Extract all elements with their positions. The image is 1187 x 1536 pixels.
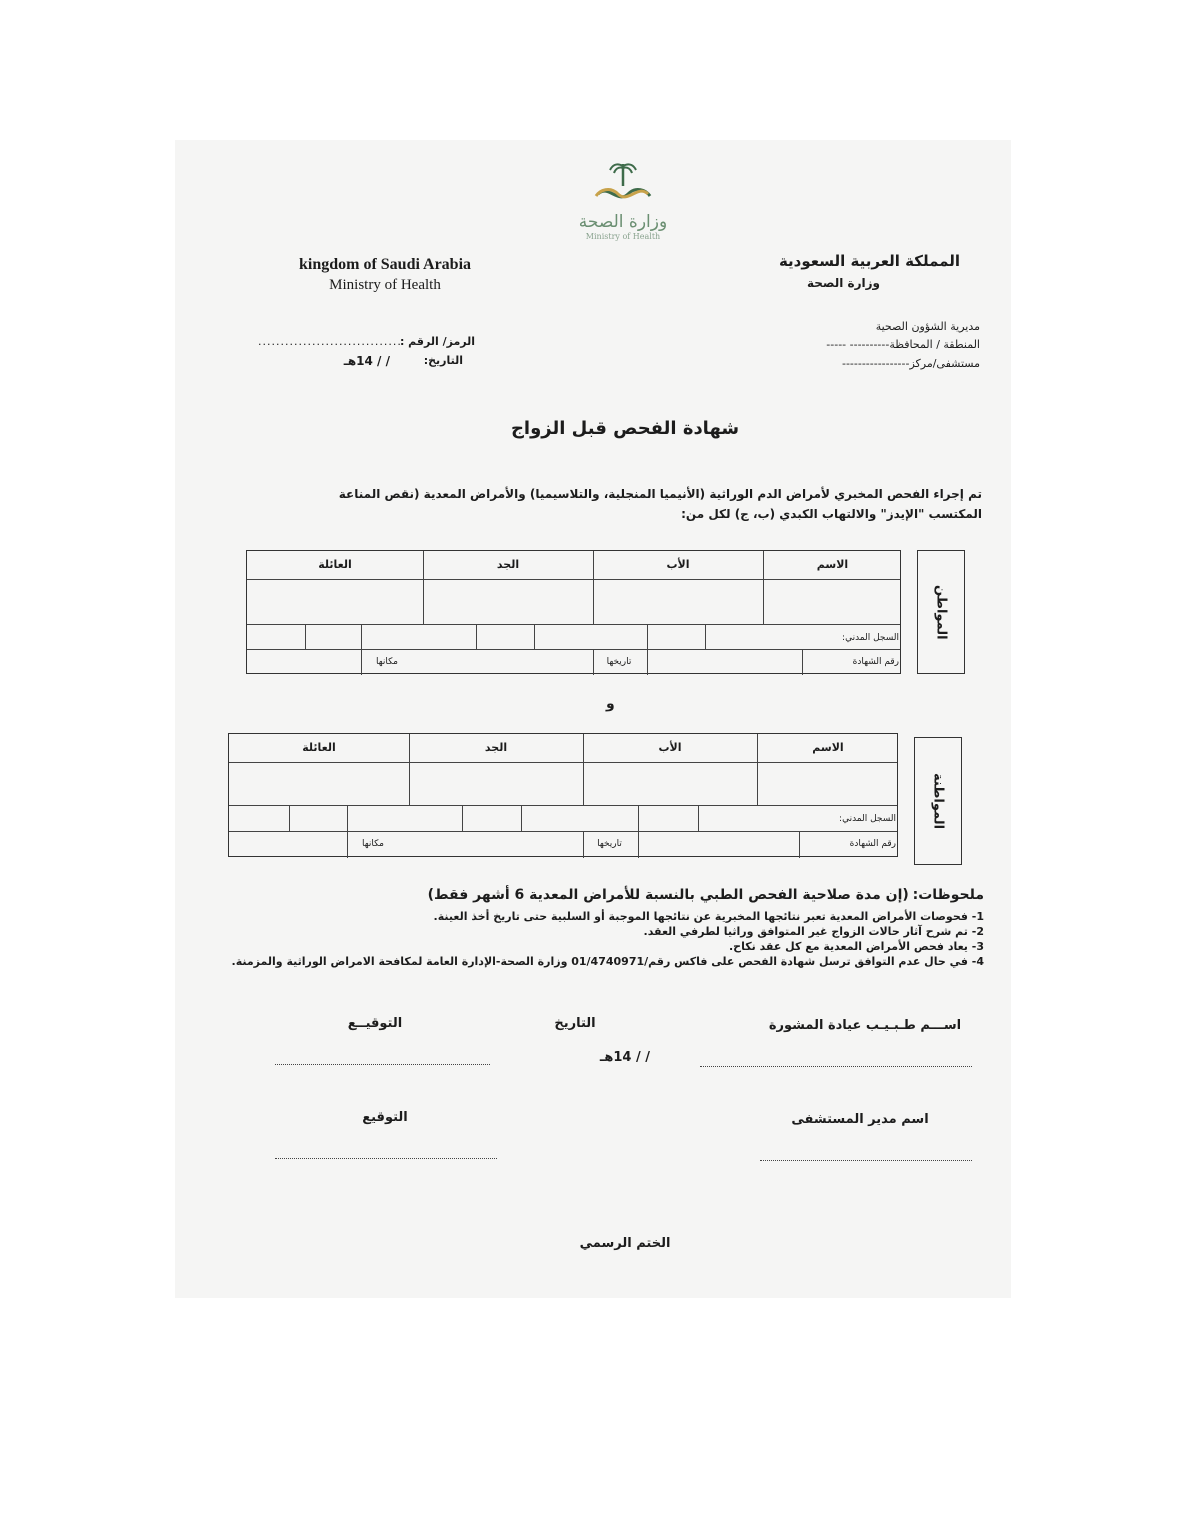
doctor-name-line[interactable] [700,1066,972,1067]
ref-dots: ................................ [258,335,402,348]
col-father: الأب [666,558,690,571]
col-family: العائلة [318,558,352,571]
note-2: 2- تم شرح آثار حالات الزواج غير المتوافق وراثيا لطرفي العقد. [643,925,984,938]
female-side-label [914,737,962,865]
english-header [255,256,515,294]
intro-text: تم إجراء الفحص المخبري لأمراض الدم الوراثية (الأنيميا المنجلية، والتلاسيميا) والأمراض المعدية (نقص المناعة المكتسب "الإيدز" والالتهاب الكبدي (ب، ج) لكل من: [338,487,982,521]
en-ministry: Ministry of Health [329,277,441,293]
date-value: / / 14هـ [343,354,390,368]
ar-directorate: مديرية الشؤون الصحية [875,320,980,333]
signature-line[interactable] [275,1064,490,1065]
f-cert-place-label: مكانها [362,839,384,849]
palm-swords-emblem-icon [588,160,658,212]
col-grandfather: الجد [496,558,520,571]
signature2-line[interactable] [275,1158,497,1159]
f-col-family: العائلة [302,741,336,754]
col-name: الاسم [816,558,849,571]
f-col-father: الأب [658,741,682,754]
cert-date-label: تاريخها [606,657,632,667]
certificate-title: شهادة الفحص قبل الزواج [510,418,740,439]
f-cert-no-label: رقم الشهادة [849,839,896,849]
note-1: 1- فحوصات الأمراض المعدية تعبر نتائجها المخبرية عن نتائجها الموجبة أو السلبية حتى تاريخ أخذ العينة. [433,910,984,923]
note-4: 4- في حال عدم التوافق ترسل شهادة الفحص على فاكس رقم/01/4740971 وزارة الصحة-الإدارة العامة لمكافحة الامراض الوراثية والمزمنة. [231,955,984,968]
cert-place-label: مكانها [376,657,398,667]
f-col-name: الاسم [812,741,844,754]
female-label-text: المواطنة [930,772,946,830]
ar-country: المملكة العربية السعودية [778,252,960,270]
note-3: 3- يعاد فحص الأمراض المعدية مع كل عقد نكاح. [728,940,984,953]
director-name-label: اسم مدير المستشفى [791,1112,929,1127]
civil-record-label: السجل المدني: [842,633,899,643]
notes-title: ملحوظات: [912,887,984,903]
doctor-name-label: اســـم طـبـيـب عيادة المشورة [768,1018,962,1033]
male-label-text: المواطن [933,584,949,640]
male-side-label [917,550,965,674]
notes-block [176,888,984,969]
signature2-label: التوقيع [362,1110,408,1125]
official-stamp-label: الختم الرسمي [579,1236,671,1251]
sig-date-value: / / 14هـ [599,1050,650,1065]
ar-region: المنطقة / المحافظة---------- ----- [826,338,980,351]
en-country: kingdom of Saudi Arabia [298,256,472,273]
male-info-table [246,550,901,674]
cert-no-label: رقم الشهادة [852,657,899,667]
ref-label: الرمز/ الرقم : [399,335,475,348]
f-cert-date-label: تاريخها [597,839,622,849]
ar-hospital: مستشفى/مركز----------------- [841,357,980,370]
director-name-line[interactable] [760,1160,972,1161]
f-civil-record-label: السجل المدني: [839,814,896,824]
signature-label: التوقيــع [347,1016,403,1031]
f-col-grandfather: الجد [484,741,508,754]
female-info-table [228,733,898,857]
ministry-logo [573,160,673,242]
date-label: التاريخ: [423,354,463,367]
ar-ministry: وزارة الصحة [806,276,880,290]
logo-english-text: Ministry of Health [585,232,661,241]
sig-date-label: التاريخ [554,1016,596,1031]
and-text: و [606,696,615,712]
logo-arabic-text: وزارة الصحة [578,212,668,232]
notes-validity: (إن مدة صلاحية الفحص الطبي بالنسبة للأمراض المعدية 6 أشهر فقط) [427,887,909,903]
